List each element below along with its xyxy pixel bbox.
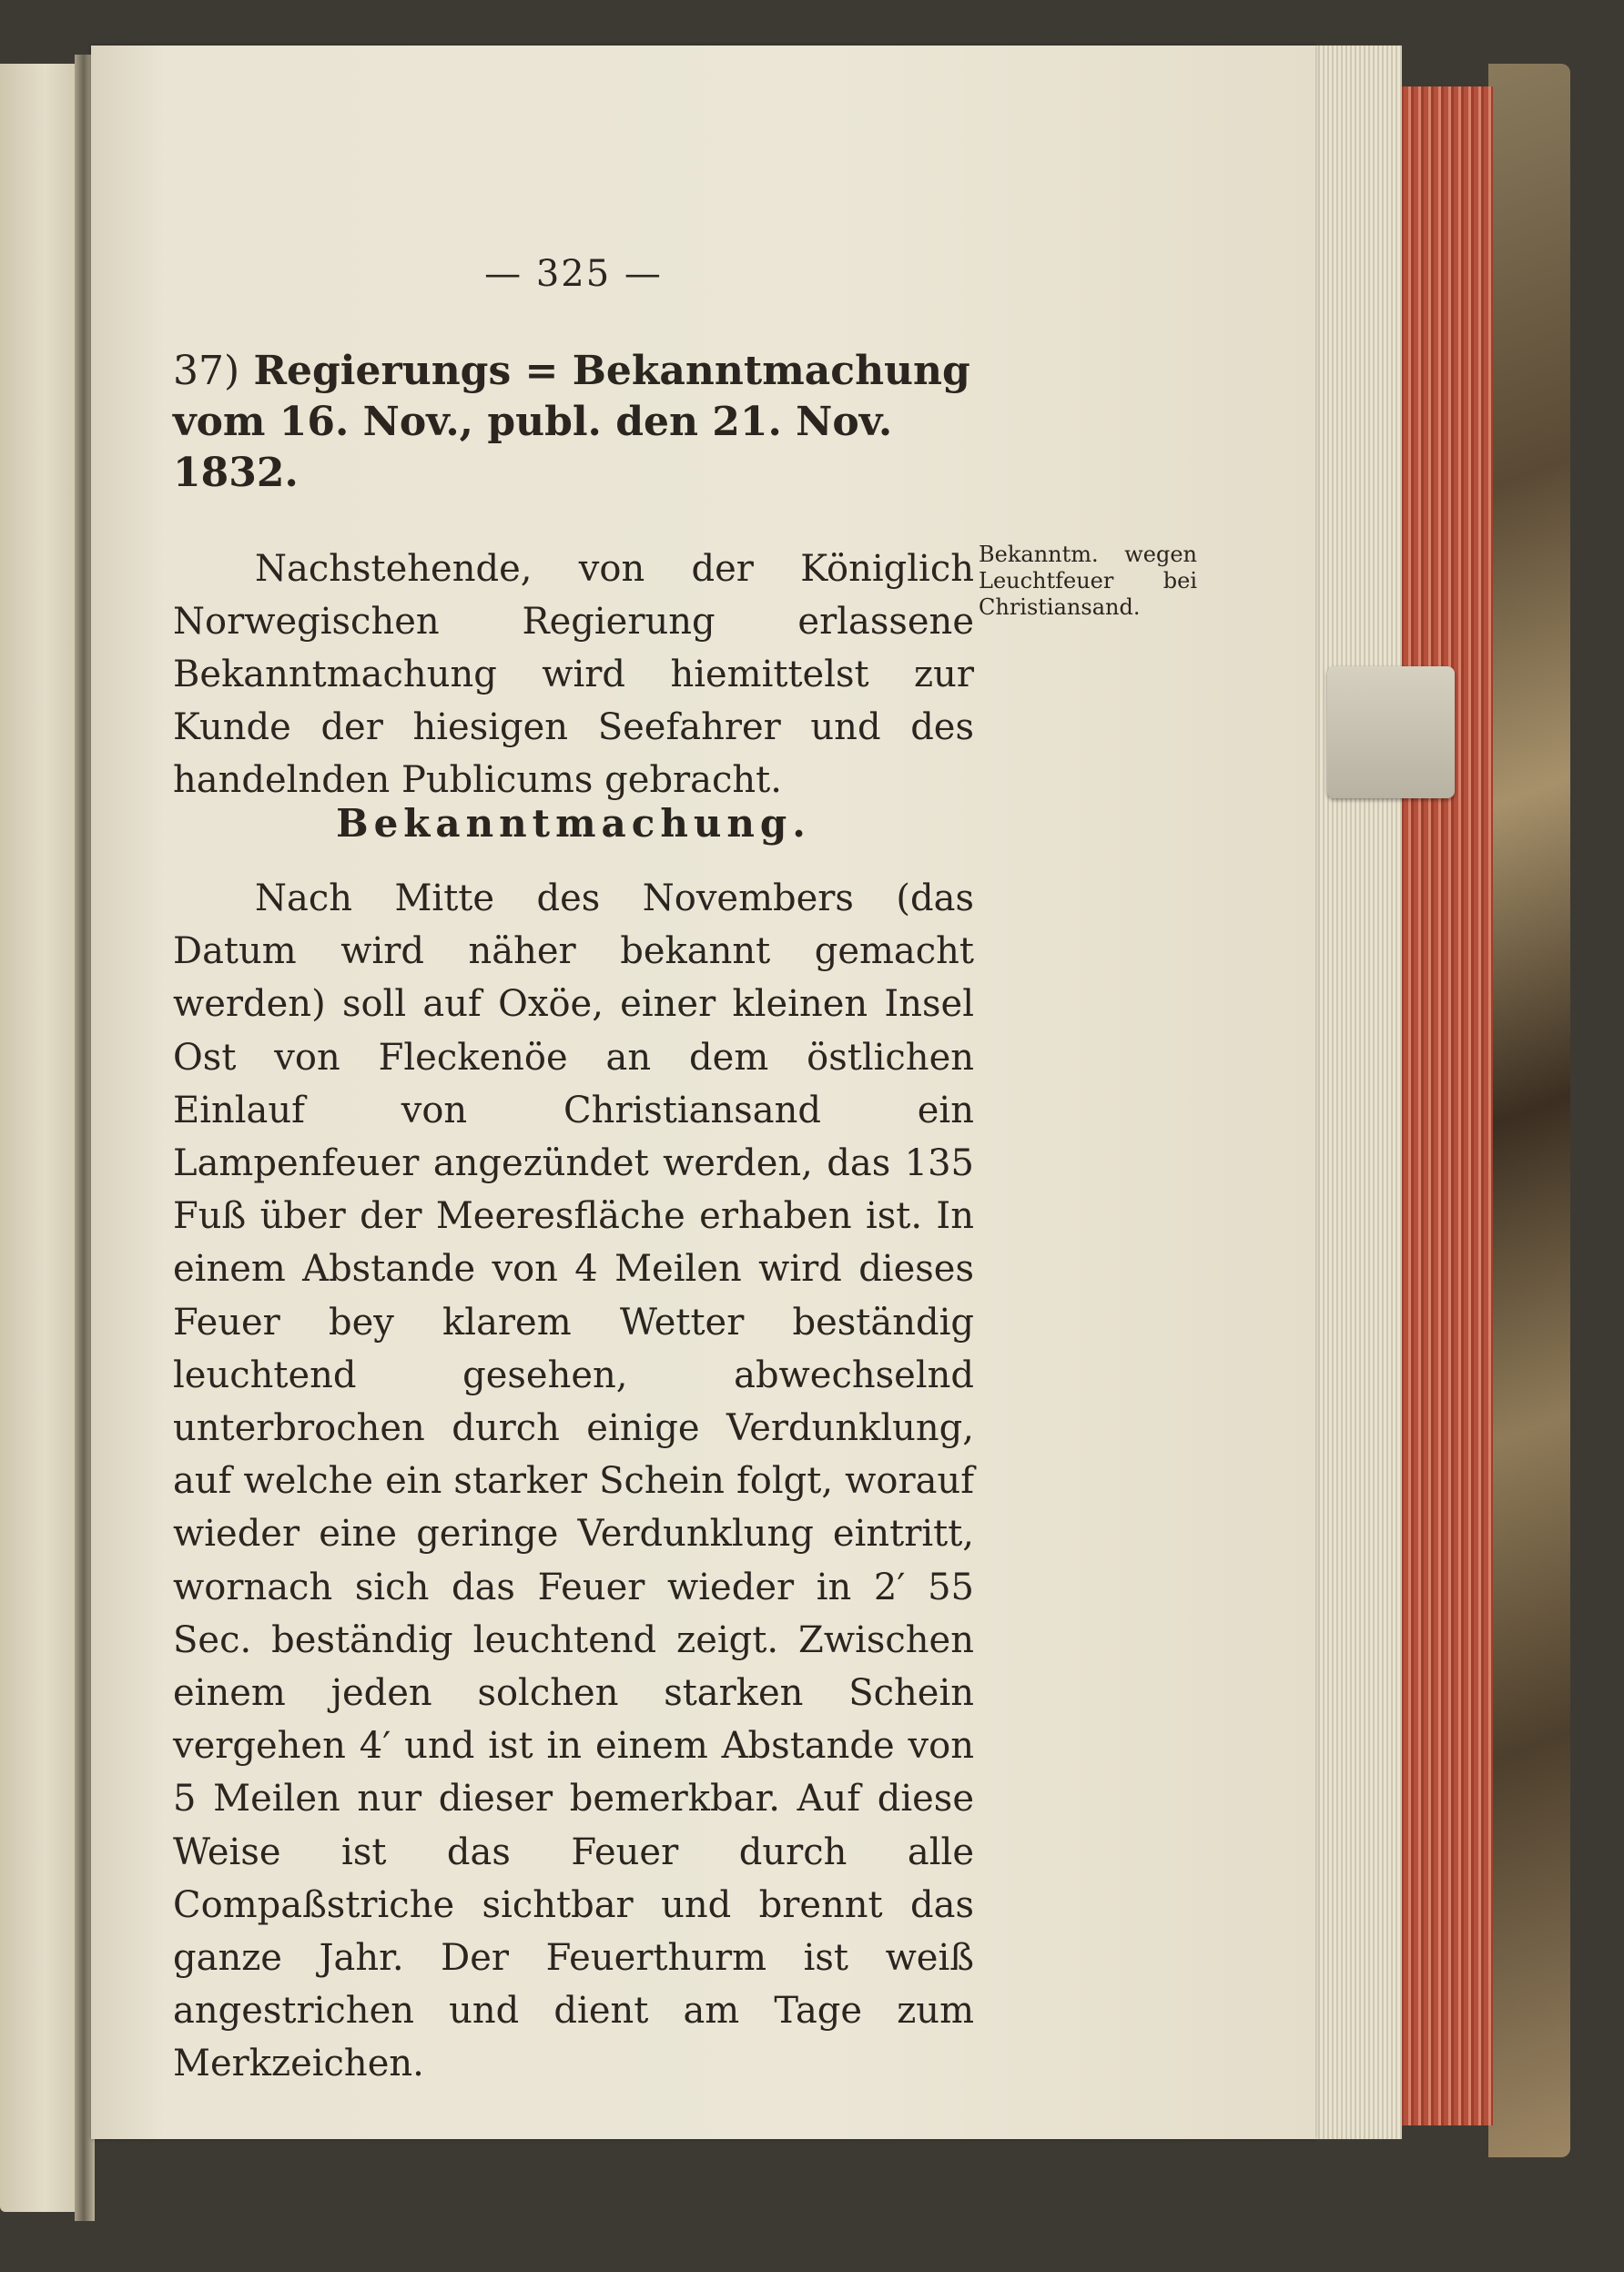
section-number: 37) [173, 348, 240, 394]
section-heading [173, 346, 974, 499]
facing-page [0, 64, 75, 2212]
page-edges [1311, 46, 1402, 2139]
intro-paragraph: Nachstehende, von der Königlich Norwegischen Regierung erlassene Bekanntmachung wird hiemittelst zur Kunde der hiesigen Seefahrer und des handelnden Publicums gebracht. [173, 548, 974, 801]
page-number: — 325 — [484, 253, 663, 295]
book-cover-edge [1488, 64, 1570, 2157]
subheading: Bekanntmachung. [336, 801, 811, 846]
page-marker-tab [1327, 666, 1455, 798]
section-title: Regierungs = Bekanntmachung vom 16. Nov., publ. den 21. Nov. 1832. [173, 348, 970, 496]
body-paragraph: Nach Mitte des Novembers (das Datum wird näher bekannt gemacht werden) soll auf Oxöe, einer kleinen Insel Ost von Fleckenöe an dem östlichen Einlauf von Christiansand ein Lampenfeuer angezündet werden, das 135 Fuß über der Meeresfläche erhaben ist. In einem Abstande von 4 Meilen wird dieses Feuer bey klarem Wetter beständig leuchtend gesehen, abwechselnd unterbrochen durch einige Verdunklung, auf welche ein starker Schein folgt, worauf wieder eine geringe Verdunklung eintritt, wornach sich das Feuer wieder in 2′ 55 Sec. beständig leuchtend zeigt. Zwischen einem jeden solchen starken Schein vergehen 4′ und ist in einem Abstande von 5 Meilen nur dieser bemerkbar. Auf diese Weise ist das Feuer durch alle Compaßstriche sichtbar und brennt das ganze Jahr. Der Feuerthurm ist weiß angestrichen und dient am Tage zum Merkzeichen. [173, 877, 974, 2085]
marginal-note: Bekanntm. wegen Leuchtfeuer bei Christiansand. [979, 542, 1197, 620]
